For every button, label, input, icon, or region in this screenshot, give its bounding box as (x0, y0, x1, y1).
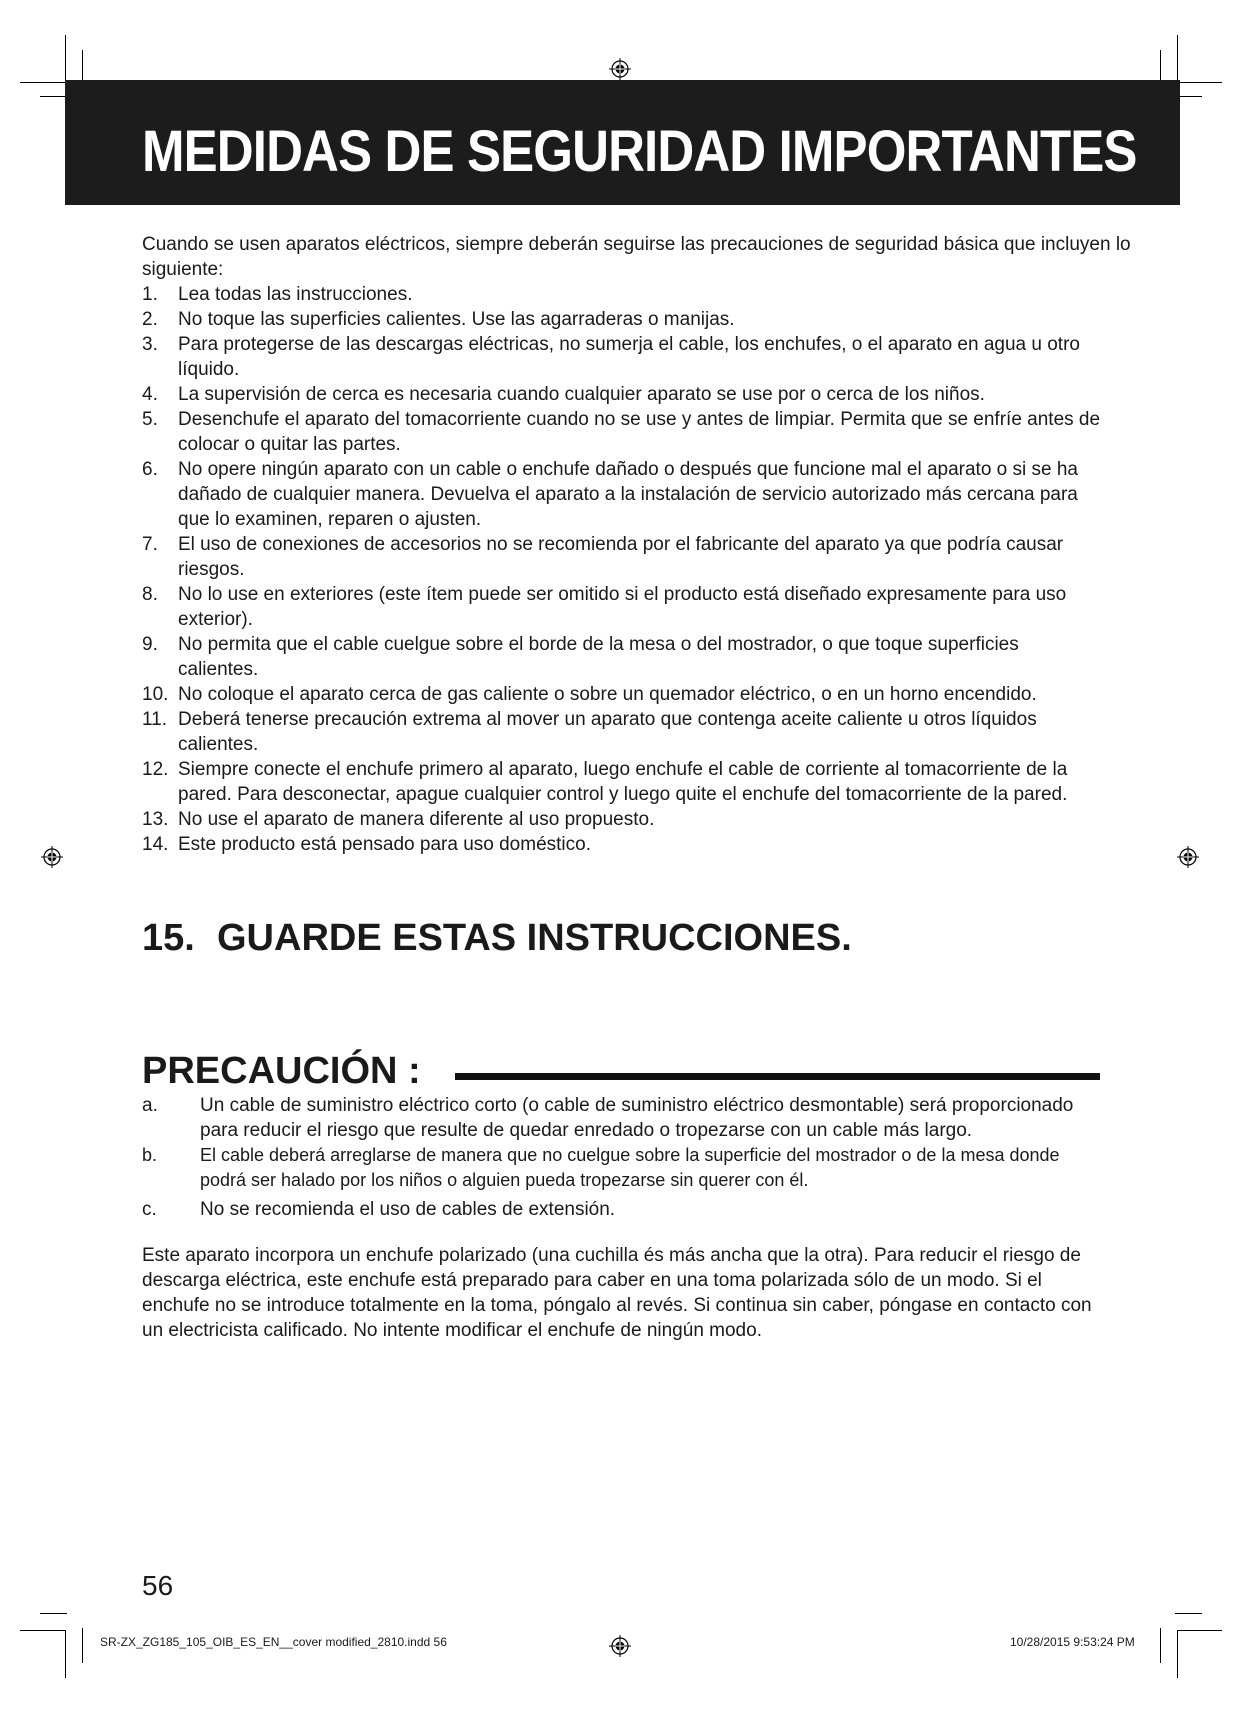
page-number: 56 (142, 1570, 174, 1601)
caution-rule (455, 1073, 1100, 1080)
list-item (142, 832, 1102, 857)
list-item (142, 707, 1102, 757)
page-title: MEDIDAS DE SEGURIDAD IMPORTANTES (142, 119, 1137, 184)
caution-list (142, 1093, 1102, 1222)
item-letter: c. (142, 1199, 157, 1220)
item-number: 12. (142, 759, 169, 780)
item-text: Deberá tenerse precaución extrema al mover un aparato que contenga aceite caliente u otros líquidos calientes. (178, 709, 1037, 755)
item-number: 8. (142, 584, 158, 605)
item-text: No use el aparato de manera diferente al uso propuesto. (178, 809, 655, 830)
item-text: El cable deberá arreglarse de manera que no cuelgue sobre la superficie del mostrador o de la mesa donde podrá ser halado por los niños o alguien pueda tropezarse sin querer con él. (200, 1145, 1060, 1190)
item-number: 1. (142, 284, 158, 305)
crop-mark (1175, 1613, 1202, 1614)
item-text: El uso de conexiones de accesorios no se recomienda por el fabricante del aparato ya que podría causar riesgos. (178, 534, 1064, 580)
item-text: Para protegerse de las descargas eléctricas, no sumerja el cable, los enchufes, o el aparato en agua u otro líquido. (178, 334, 1080, 380)
item-text: Un cable de suministro eléctrico corto (o cable de suministro eléctrico desmontable) será proporcionado para reducir el riesgo que resulte de quedar enredado o tropezarse con un cable más largo. (200, 1095, 1074, 1141)
item-text: La supervisión de cerca es necesaria cuando cualquier aparato se use por o cerca de los niños. (178, 384, 985, 405)
item-text: No permita que el cable cuelgue sobre el borde de la mesa o del mostrador, o que toque superficies calientes. (178, 634, 1019, 680)
item-text: Siempre conecte el enchufe primero al aparato, luego enchufe el cable de corriente al tomacorriente de la pared. Para desconectar, apague cualquier control y luego quite el enchufe del tomacorriente de la pared. (178, 759, 1068, 805)
list-item (142, 632, 1102, 682)
item-number: 5. (142, 409, 158, 430)
list-item (142, 807, 1102, 832)
list-item (142, 282, 1102, 307)
item-letter: b. (142, 1145, 158, 1165)
crop-mark (1177, 35, 1178, 85)
item-text: Lea todas las instrucciones. (178, 284, 413, 305)
item-number: 9. (142, 634, 158, 655)
crop-mark (1160, 1628, 1161, 1663)
item-number: 7. (142, 534, 158, 555)
item-text: No toque las superficies calientes. Use las agarraderas o manijas. (178, 309, 735, 330)
item-number: 14. (142, 834, 169, 855)
item-text: No se recomienda el uso de cables de extensión. (200, 1199, 616, 1220)
crop-mark (1177, 1630, 1222, 1631)
crop-mark (20, 82, 65, 83)
item-number: 3. (142, 334, 158, 355)
crop-mark (82, 1628, 83, 1663)
list-item (142, 457, 1102, 532)
item-text: Este producto está pensado para uso doméstico. (178, 834, 591, 855)
item-number: 4. (142, 384, 158, 405)
heading-text: GUARDE ESTAS INSTRUCCIONES. (217, 917, 852, 959)
item-number: 11. (142, 709, 168, 730)
item-text: No lo use en exteriores (este ítem puede ser omitido si el producto está diseñado expresamente para uso exterior). (178, 584, 1067, 630)
item-number: 13. (142, 809, 169, 830)
item-number: 6. (142, 459, 158, 480)
polarized-plug-note: Este aparato incorpora un enchufe polarizado (una cuchilla és más ancha que la otra). Para reducir el riesgo de descarga eléctrica, este enchufe está preparado para caber en una toma polarizada sólo de un modo. Si el enchufe no se introduce totalmente en la toma, póngalo al revés. Si continua sin caber, póngase en contacto con un electricista calificado. No intente modificar el enchufe de ningún modo. (142, 1245, 1092, 1341)
crop-mark (1177, 1630, 1178, 1678)
item-letter: a. (142, 1095, 158, 1116)
item-text: No opere ningún aparato con un cable o enchufe dañado o después que funcione mal el aparato o si se ha dañado de cualquier manera. Devuelva el aparato a la instalación de servicio autorizado más cercana para que lo examinen, reparen o ajusten. (178, 459, 1078, 530)
registration-mark-icon (609, 58, 631, 80)
list-item (142, 757, 1102, 807)
crop-mark (20, 1630, 65, 1631)
list-item (142, 382, 1102, 407)
crop-mark (1177, 82, 1222, 83)
registration-mark-icon (41, 846, 63, 868)
list-item (142, 582, 1102, 632)
crop-mark (40, 1613, 67, 1614)
list-item (142, 532, 1102, 582)
list-item (142, 1197, 1102, 1222)
item-text: Desenchufe el aparato del tomacorriente cuando no se use y antes de limpiar. Permita que se enfríe antes de colocar o quitar las partes. (178, 409, 1101, 455)
registration-mark-icon (609, 1635, 631, 1657)
item-number: 2. (142, 309, 158, 330)
list-item (142, 682, 1102, 707)
list-item (142, 1143, 1102, 1193)
intro-paragraph: Cuando se usen aparatos eléctricos, siempre deberán seguirse las precauciones de seguridad básica que incluyen lo siguiente: (142, 234, 1131, 280)
caution-heading: PRECAUCIÓN : (142, 1050, 421, 1092)
registration-mark-icon (1177, 846, 1199, 868)
list-item (142, 1093, 1102, 1143)
crop-mark (40, 96, 67, 97)
item-number: 15. (142, 917, 195, 959)
list-item (142, 307, 1102, 332)
print-slug-date: 10/28/2015 9:53:24 PM (1010, 1635, 1135, 1649)
safety-list (142, 282, 1102, 857)
print-slug-file: SR-ZX_ZG185_105_OIB_ES_EN__cover modified_2810.indd 56 (100, 1635, 447, 1649)
save-instructions-heading (142, 917, 852, 960)
item-text: No coloque el aparato cerca de gas caliente o sobre un quemador eléctrico, o en un horno encendido. (178, 684, 1037, 705)
crop-mark (65, 35, 66, 85)
list-item (142, 332, 1102, 382)
item-number: 10. (142, 684, 169, 705)
crop-mark (65, 1630, 66, 1678)
list-item (142, 407, 1102, 457)
